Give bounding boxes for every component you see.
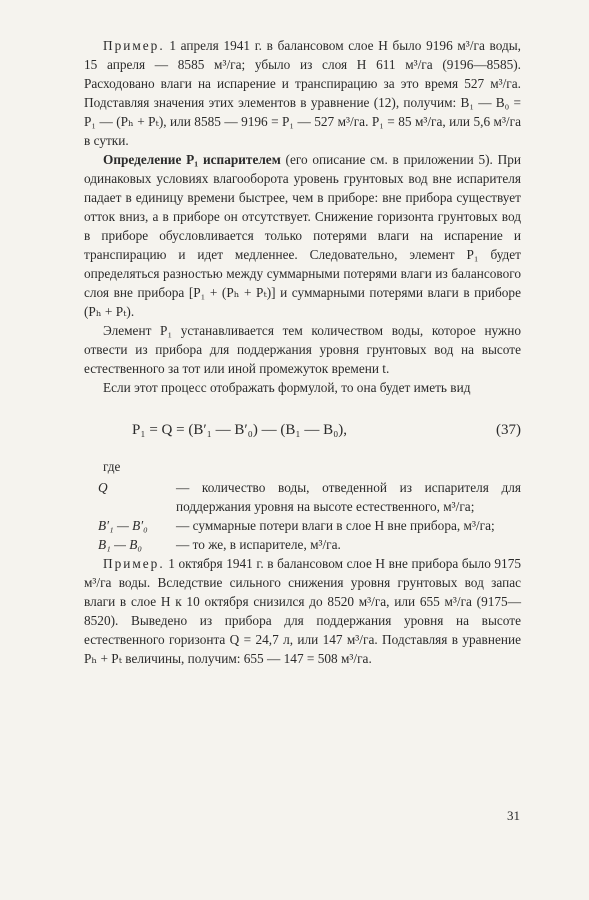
definition-symbol: B′₁ — B′₀ [98,518,148,533]
example-text: 1 апреля 1941 г. в балансовом слое H было 9196 м³/га воды, 15 апреля — 8585 м³/га; убыло из слоя H 611 м³/га (9196—8585). Расходовано влаги на испарение и транспирацию за это время 527 м³/га. Подставляя значения этих элементов в уравнение (12), получим: B₁ — B₀ = P₁ — (Pₕ + Pₜ), или 8585 — 9196 = P₁ — 527 м³/га. P₁ = 85 м³/га, или 5,6 м³/га в сутки. [84,38,521,148]
definition-description: — то же, в испарителе, м³/га. [176,537,341,552]
definition-item [84,516,521,535]
formula-expression: P₁ = Q = (B′₁ — B′₀) — (B₁ — B₀), [132,422,348,438]
definition-item [84,478,521,516]
example-text: 1 октября 1941 г. в балансовом слое H вне прибора было 9175 м³/га воды. Вследствие сильного снижения уровня грунтовых вод запас влаги в слое H к 10 октября снизился до 8520 м³/га, или 655 м³/га (9175—8520). Выведено из прибора для поддержания уровня на высоте естественного горизонта Q = 24,7 л, или 147 м³/га. Подставляя в уравнение Pₕ + Pₜ величины, получим: 655 — 147 = 508 м³/га. [84,556,522,666]
paragraph-example-2 [84,554,521,668]
definition-text: (его описание см. в приложении 5). При одинаковых условиях влагооборота уровень грунтовых вод вне испарителя падает в единицу времени быстрее, чем в приборе: вне прибора существует отток вниз, а в приборе он отсутствует. Снижение горизонта грунтовых вод в приборе обусловливается только потерями влаги на испарение и транспирацию и идет медленнее. Следовательно, элемент P₁ будет определяться разностью между суммарными потерями влаги из балансового слоя вне прибора [P₁ + (Pₕ + Pₜ)] и суммарными потерями влаги в приборе (Pₕ + Pₜ). [84,152,521,319]
definitions-list [84,478,521,554]
paragraph-element: Элемент P₁ устанавливается тем количеством воды, которое нужно отвести из прибора для поддержания уровня грунтовых вод на высоте естественного за тот или иной промежуток времени t. [84,323,521,376]
formula-number: (37) [496,422,521,438]
definition-symbol: B₁ — B₀ [98,537,142,552]
definition-description: — суммарные потери влаги в слое H вне прибора, м³/га; [176,518,495,533]
where-label: где [103,459,121,474]
paragraph-formula-intro: Если этот процесс отображать формулой, то она будет иметь вид [103,380,471,395]
page-text [84,36,521,668]
section-heading: Определение P₁ испарителем [103,152,281,167]
paragraph-definition [84,150,521,321]
page-number: 31 [507,808,520,823]
paragraph-example-1 [84,36,521,150]
example-lead: Пример. [103,556,165,571]
example-lead: Пример. [103,38,165,53]
formula-37 [84,403,521,457]
definition-description: — количество воды, отведенной из испарителя для поддержания уровня на высоте естественного, м³/га; [176,480,521,514]
definition-item [84,535,521,554]
definition-symbol: Q [98,480,108,495]
